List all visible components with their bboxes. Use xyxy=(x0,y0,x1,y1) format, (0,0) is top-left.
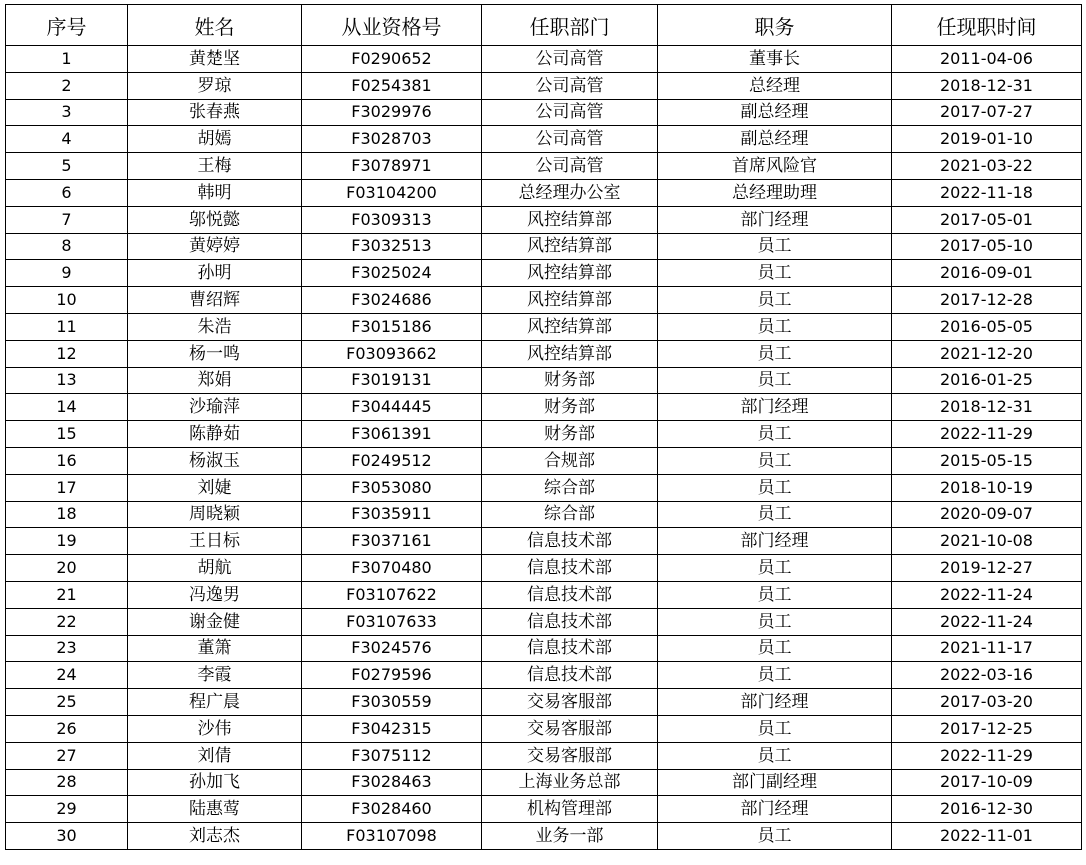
cell-position: 员工 xyxy=(658,742,892,769)
cell-department: 综合部 xyxy=(482,501,658,528)
cell-start-date: 2020-09-07 xyxy=(892,501,1082,528)
cell-position: 员工 xyxy=(658,421,892,448)
cell-start-date: 2021-12-20 xyxy=(892,340,1082,367)
cell-start-date: 2017-05-01 xyxy=(892,206,1082,233)
cell-index: 17 xyxy=(6,474,128,501)
cell-department: 财务部 xyxy=(482,367,658,394)
cell-index: 4 xyxy=(6,126,128,153)
cell-name: 张春燕 xyxy=(128,99,302,126)
header-row xyxy=(6,5,1082,46)
cell-name: 王梅 xyxy=(128,153,302,180)
cell-department: 信息技术部 xyxy=(482,635,658,662)
cell-license-number: F3025024 xyxy=(302,260,482,287)
cell-department: 风控结算部 xyxy=(482,206,658,233)
cell-index: 29 xyxy=(6,796,128,823)
table-row xyxy=(6,179,1082,206)
table-row xyxy=(6,662,1082,689)
cell-start-date: 2022-11-29 xyxy=(892,742,1082,769)
cell-department: 风控结算部 xyxy=(482,260,658,287)
cell-index: 23 xyxy=(6,635,128,662)
table-row xyxy=(6,447,1082,474)
cell-index: 3 xyxy=(6,99,128,126)
cell-department: 公司高管 xyxy=(482,72,658,99)
table-row xyxy=(6,689,1082,716)
cell-license-number: F3053080 xyxy=(302,474,482,501)
cell-position: 员工 xyxy=(658,635,892,662)
cell-start-date: 2022-11-01 xyxy=(892,823,1082,850)
cell-name: 周晓颖 xyxy=(128,501,302,528)
table-body xyxy=(6,46,1082,850)
cell-index: 20 xyxy=(6,555,128,582)
cell-index: 10 xyxy=(6,287,128,314)
cell-department: 合规部 xyxy=(482,447,658,474)
cell-department: 财务部 xyxy=(482,394,658,421)
cell-index: 14 xyxy=(6,394,128,421)
cell-position: 员工 xyxy=(658,447,892,474)
cell-start-date: 2011-04-06 xyxy=(892,46,1082,73)
cell-index: 6 xyxy=(6,179,128,206)
header-start-date: 任现职时间 xyxy=(892,5,1082,46)
cell-name: 谢金健 xyxy=(128,608,302,635)
table-row xyxy=(6,421,1082,448)
cell-start-date: 2022-03-16 xyxy=(892,662,1082,689)
cell-license-number: F3032513 xyxy=(302,233,482,260)
cell-department: 交易客服部 xyxy=(482,715,658,742)
cell-license-number: F3028703 xyxy=(302,126,482,153)
cell-position: 员工 xyxy=(658,287,892,314)
cell-index: 12 xyxy=(6,340,128,367)
table-row xyxy=(6,823,1082,850)
cell-name: 沙伟 xyxy=(128,715,302,742)
table-row xyxy=(6,501,1082,528)
cell-license-number: F03104200 xyxy=(302,179,482,206)
cell-license-number: F3061391 xyxy=(302,421,482,448)
table-row xyxy=(6,367,1082,394)
table-row xyxy=(6,769,1082,796)
cell-position: 首席风险官 xyxy=(658,153,892,180)
cell-index: 2 xyxy=(6,72,128,99)
table-row xyxy=(6,608,1082,635)
header-position: 职务 xyxy=(658,5,892,46)
cell-department: 信息技术部 xyxy=(482,528,658,555)
cell-license-number: F0279596 xyxy=(302,662,482,689)
cell-name: 杨淑玉 xyxy=(128,447,302,474)
cell-position: 部门经理 xyxy=(658,394,892,421)
table-row xyxy=(6,233,1082,260)
cell-start-date: 2017-12-25 xyxy=(892,715,1082,742)
cell-start-date: 2017-07-27 xyxy=(892,99,1082,126)
cell-name: 韩明 xyxy=(128,179,302,206)
cell-position: 员工 xyxy=(658,474,892,501)
cell-index: 8 xyxy=(6,233,128,260)
cell-start-date: 2018-12-31 xyxy=(892,394,1082,421)
cell-index: 1 xyxy=(6,46,128,73)
table-row xyxy=(6,715,1082,742)
cell-index: 24 xyxy=(6,662,128,689)
table-row xyxy=(6,153,1082,180)
cell-start-date: 2017-10-09 xyxy=(892,769,1082,796)
cell-license-number: F3029976 xyxy=(302,99,482,126)
cell-index: 22 xyxy=(6,608,128,635)
cell-start-date: 2021-03-22 xyxy=(892,153,1082,180)
cell-index: 27 xyxy=(6,742,128,769)
cell-license-number: F3078971 xyxy=(302,153,482,180)
cell-position: 副总经理 xyxy=(658,126,892,153)
cell-position: 员工 xyxy=(658,715,892,742)
cell-start-date: 2016-09-01 xyxy=(892,260,1082,287)
cell-license-number: F03107622 xyxy=(302,581,482,608)
cell-department: 机构管理部 xyxy=(482,796,658,823)
cell-license-number: F3030559 xyxy=(302,689,482,716)
table-row xyxy=(6,46,1082,73)
cell-license-number: F3037161 xyxy=(302,528,482,555)
cell-department: 信息技术部 xyxy=(482,555,658,582)
cell-department: 财务部 xyxy=(482,421,658,448)
cell-department: 综合部 xyxy=(482,474,658,501)
cell-index: 26 xyxy=(6,715,128,742)
cell-name: 刘婕 xyxy=(128,474,302,501)
cell-name: 程广晨 xyxy=(128,689,302,716)
cell-department: 公司高管 xyxy=(482,126,658,153)
cell-name: 曹绍辉 xyxy=(128,287,302,314)
cell-position: 董事长 xyxy=(658,46,892,73)
cell-name: 冯逸男 xyxy=(128,581,302,608)
cell-start-date: 2021-10-08 xyxy=(892,528,1082,555)
cell-position: 员工 xyxy=(658,501,892,528)
cell-index: 7 xyxy=(6,206,128,233)
cell-name: 胡航 xyxy=(128,555,302,582)
cell-position: 部门经理 xyxy=(658,528,892,555)
header-name: 姓名 xyxy=(128,5,302,46)
cell-department: 风控结算部 xyxy=(482,287,658,314)
cell-department: 风控结算部 xyxy=(482,340,658,367)
cell-license-number: F3028463 xyxy=(302,769,482,796)
cell-department: 公司高管 xyxy=(482,153,658,180)
cell-license-number: F3042315 xyxy=(302,715,482,742)
cell-index: 11 xyxy=(6,313,128,340)
table-row xyxy=(6,313,1082,340)
cell-name: 郑娟 xyxy=(128,367,302,394)
cell-start-date: 2022-11-18 xyxy=(892,179,1082,206)
cell-license-number: F3024576 xyxy=(302,635,482,662)
cell-index: 28 xyxy=(6,769,128,796)
cell-index: 30 xyxy=(6,823,128,850)
cell-index: 18 xyxy=(6,501,128,528)
cell-department: 上海业务总部 xyxy=(482,769,658,796)
cell-name: 董箫 xyxy=(128,635,302,662)
cell-position: 部门副经理 xyxy=(658,769,892,796)
cell-name: 黄楚坚 xyxy=(128,46,302,73)
table-row xyxy=(6,528,1082,555)
cell-start-date: 2016-05-05 xyxy=(892,313,1082,340)
cell-start-date: 2015-05-15 xyxy=(892,447,1082,474)
cell-department: 信息技术部 xyxy=(482,608,658,635)
cell-start-date: 2019-01-10 xyxy=(892,126,1082,153)
cell-position: 副总经理 xyxy=(658,99,892,126)
table-row xyxy=(6,394,1082,421)
cell-license-number: F03107098 xyxy=(302,823,482,850)
table-row xyxy=(6,260,1082,287)
cell-index: 9 xyxy=(6,260,128,287)
table-row xyxy=(6,474,1082,501)
table-row xyxy=(6,581,1082,608)
cell-position: 部门经理 xyxy=(658,689,892,716)
staff-table xyxy=(5,4,1082,850)
cell-department: 业务一部 xyxy=(482,823,658,850)
cell-name: 孙明 xyxy=(128,260,302,287)
cell-license-number: F03107633 xyxy=(302,608,482,635)
cell-index: 13 xyxy=(6,367,128,394)
table-header xyxy=(6,5,1082,46)
cell-index: 21 xyxy=(6,581,128,608)
header-department: 任职部门 xyxy=(482,5,658,46)
cell-position: 员工 xyxy=(658,581,892,608)
cell-license-number: F03093662 xyxy=(302,340,482,367)
cell-license-number: F3015186 xyxy=(302,313,482,340)
cell-department: 公司高管 xyxy=(482,99,658,126)
cell-position: 员工 xyxy=(658,260,892,287)
cell-index: 15 xyxy=(6,421,128,448)
cell-start-date: 2022-11-24 xyxy=(892,581,1082,608)
table-row xyxy=(6,555,1082,582)
cell-index: 25 xyxy=(6,689,128,716)
table-row xyxy=(6,796,1082,823)
cell-position: 员工 xyxy=(658,608,892,635)
cell-license-number: F3019131 xyxy=(302,367,482,394)
cell-start-date: 2021-11-17 xyxy=(892,635,1082,662)
cell-position: 员工 xyxy=(658,367,892,394)
cell-department: 总经理办公室 xyxy=(482,179,658,206)
cell-name: 陈静茹 xyxy=(128,421,302,448)
cell-position: 总经理助理 xyxy=(658,179,892,206)
cell-license-number: F3028460 xyxy=(302,796,482,823)
table-row xyxy=(6,126,1082,153)
cell-start-date: 2017-03-20 xyxy=(892,689,1082,716)
cell-name: 黄婷婷 xyxy=(128,233,302,260)
cell-department: 交易客服部 xyxy=(482,742,658,769)
cell-name: 刘倩 xyxy=(128,742,302,769)
cell-position: 员工 xyxy=(658,233,892,260)
cell-index: 19 xyxy=(6,528,128,555)
cell-license-number: F0249512 xyxy=(302,447,482,474)
cell-position: 员工 xyxy=(658,340,892,367)
cell-name: 邬悦懿 xyxy=(128,206,302,233)
cell-name: 孙加飞 xyxy=(128,769,302,796)
cell-name: 胡嫣 xyxy=(128,126,302,153)
header-index: 序号 xyxy=(6,5,128,46)
cell-department: 交易客服部 xyxy=(482,689,658,716)
table-row xyxy=(6,287,1082,314)
cell-index: 5 xyxy=(6,153,128,180)
cell-department: 信息技术部 xyxy=(482,662,658,689)
cell-position: 员工 xyxy=(658,555,892,582)
table-row xyxy=(6,635,1082,662)
cell-name: 王日标 xyxy=(128,528,302,555)
cell-department: 公司高管 xyxy=(482,46,658,73)
cell-license-number: F3044445 xyxy=(302,394,482,421)
cell-index: 16 xyxy=(6,447,128,474)
table-row xyxy=(6,340,1082,367)
cell-department: 风控结算部 xyxy=(482,233,658,260)
cell-position: 员工 xyxy=(658,823,892,850)
cell-start-date: 2022-11-24 xyxy=(892,608,1082,635)
cell-department: 风控结算部 xyxy=(482,313,658,340)
cell-name: 朱浩 xyxy=(128,313,302,340)
cell-start-date: 2017-12-28 xyxy=(892,287,1082,314)
cell-name: 陆惠莺 xyxy=(128,796,302,823)
cell-license-number: F0309313 xyxy=(302,206,482,233)
cell-license-number: F3035911 xyxy=(302,501,482,528)
cell-name: 罗琼 xyxy=(128,72,302,99)
cell-position: 员工 xyxy=(658,313,892,340)
cell-name: 杨一鸣 xyxy=(128,340,302,367)
cell-license-number: F3024686 xyxy=(302,287,482,314)
cell-position: 总经理 xyxy=(658,72,892,99)
table-row xyxy=(6,206,1082,233)
cell-start-date: 2019-12-27 xyxy=(892,555,1082,582)
cell-position: 员工 xyxy=(658,662,892,689)
cell-start-date: 2016-12-30 xyxy=(892,796,1082,823)
cell-name: 沙瑜萍 xyxy=(128,394,302,421)
cell-position: 部门经理 xyxy=(658,206,892,233)
cell-license-number: F3075112 xyxy=(302,742,482,769)
cell-name: 李霞 xyxy=(128,662,302,689)
table-row xyxy=(6,99,1082,126)
cell-department: 信息技术部 xyxy=(482,581,658,608)
cell-start-date: 2018-10-19 xyxy=(892,474,1082,501)
header-license-number: 从业资格号 xyxy=(302,5,482,46)
cell-start-date: 2016-01-25 xyxy=(892,367,1082,394)
cell-license-number: F0254381 xyxy=(302,72,482,99)
cell-start-date: 2018-12-31 xyxy=(892,72,1082,99)
cell-name: 刘志杰 xyxy=(128,823,302,850)
cell-license-number: F0290652 xyxy=(302,46,482,73)
table-row xyxy=(6,72,1082,99)
table-row xyxy=(6,742,1082,769)
cell-position: 部门经理 xyxy=(658,796,892,823)
cell-license-number: F3070480 xyxy=(302,555,482,582)
cell-start-date: 2022-11-29 xyxy=(892,421,1082,448)
cell-start-date: 2017-05-10 xyxy=(892,233,1082,260)
